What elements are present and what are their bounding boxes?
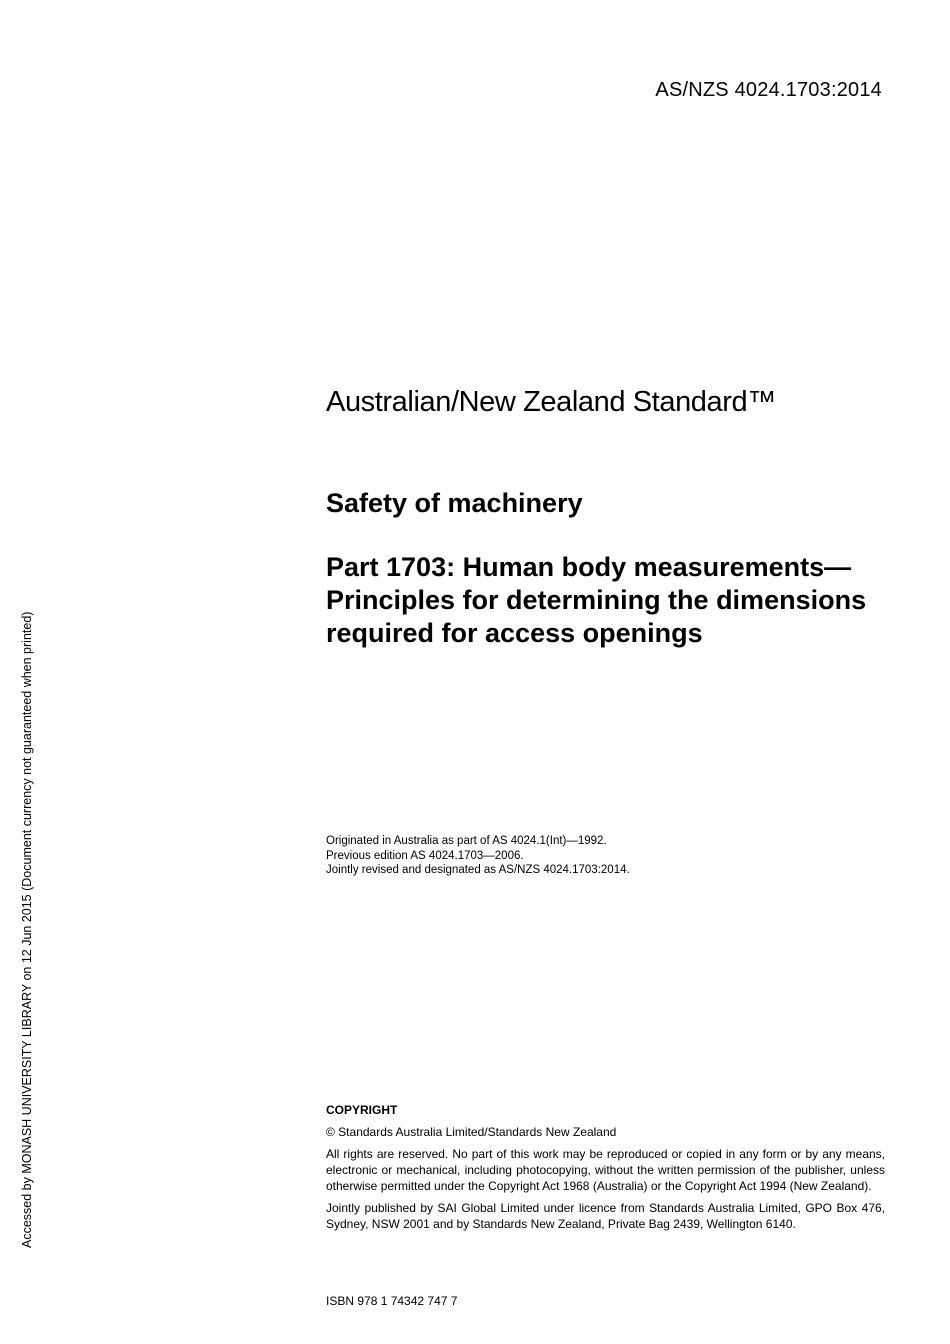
copyright-block xyxy=(326,1102,885,1232)
part-title: Part 1703: Human body measurements—Principles for determining the dimensions required for access openings xyxy=(326,552,867,648)
copyright-publisher-statement: Jointly published by SAI Global Limited under licence from Standards Australia Limited, GPO Box 476, Sydney, NSW 2001 and by Standards New Zealand, Private Bag 2439, Wellington 6140. xyxy=(326,1201,885,1231)
access-watermark-note: Accessed by MONASH UNIVERSITY LIBRARY on 12 Jun 2015 (Document currency not guaranteed when printed) xyxy=(20,611,34,1248)
standard-type-heading: Australian/New Zealand Standard™ xyxy=(326,386,776,418)
history-line-origin: Originated in Australia as part of AS 4024.1(Int)—1992. xyxy=(326,835,607,847)
history-line-previous-edition: Previous edition AS 4024.1703—2006. xyxy=(326,849,524,862)
document-code: AS/NZS 4024.1703:2014 xyxy=(655,79,882,101)
copyright-heading: COPYRIGHT xyxy=(326,1103,398,1117)
edition-history xyxy=(326,834,630,878)
copyright-owner: © Standards Australia Limited/Standards New Zealand xyxy=(326,1125,617,1139)
copyright-rights-statement: All rights are reserved. No part of this work may be reproduced or copied in any form or by any means, electronic or mechanical, including photocopying, without the written permission of the publisher, unless otherwise permitted under the Copyright Act 1968 (Australia) or the Copyright Act 1994 (New Zealand). xyxy=(326,1147,885,1193)
isbn: ISBN 978 1 74342 747 7 xyxy=(326,1294,458,1308)
document-title: Safety of machinery xyxy=(326,488,583,518)
history-line-revision: Jointly revised and designated as AS/NZS 4024.1703:2014. xyxy=(326,864,630,876)
